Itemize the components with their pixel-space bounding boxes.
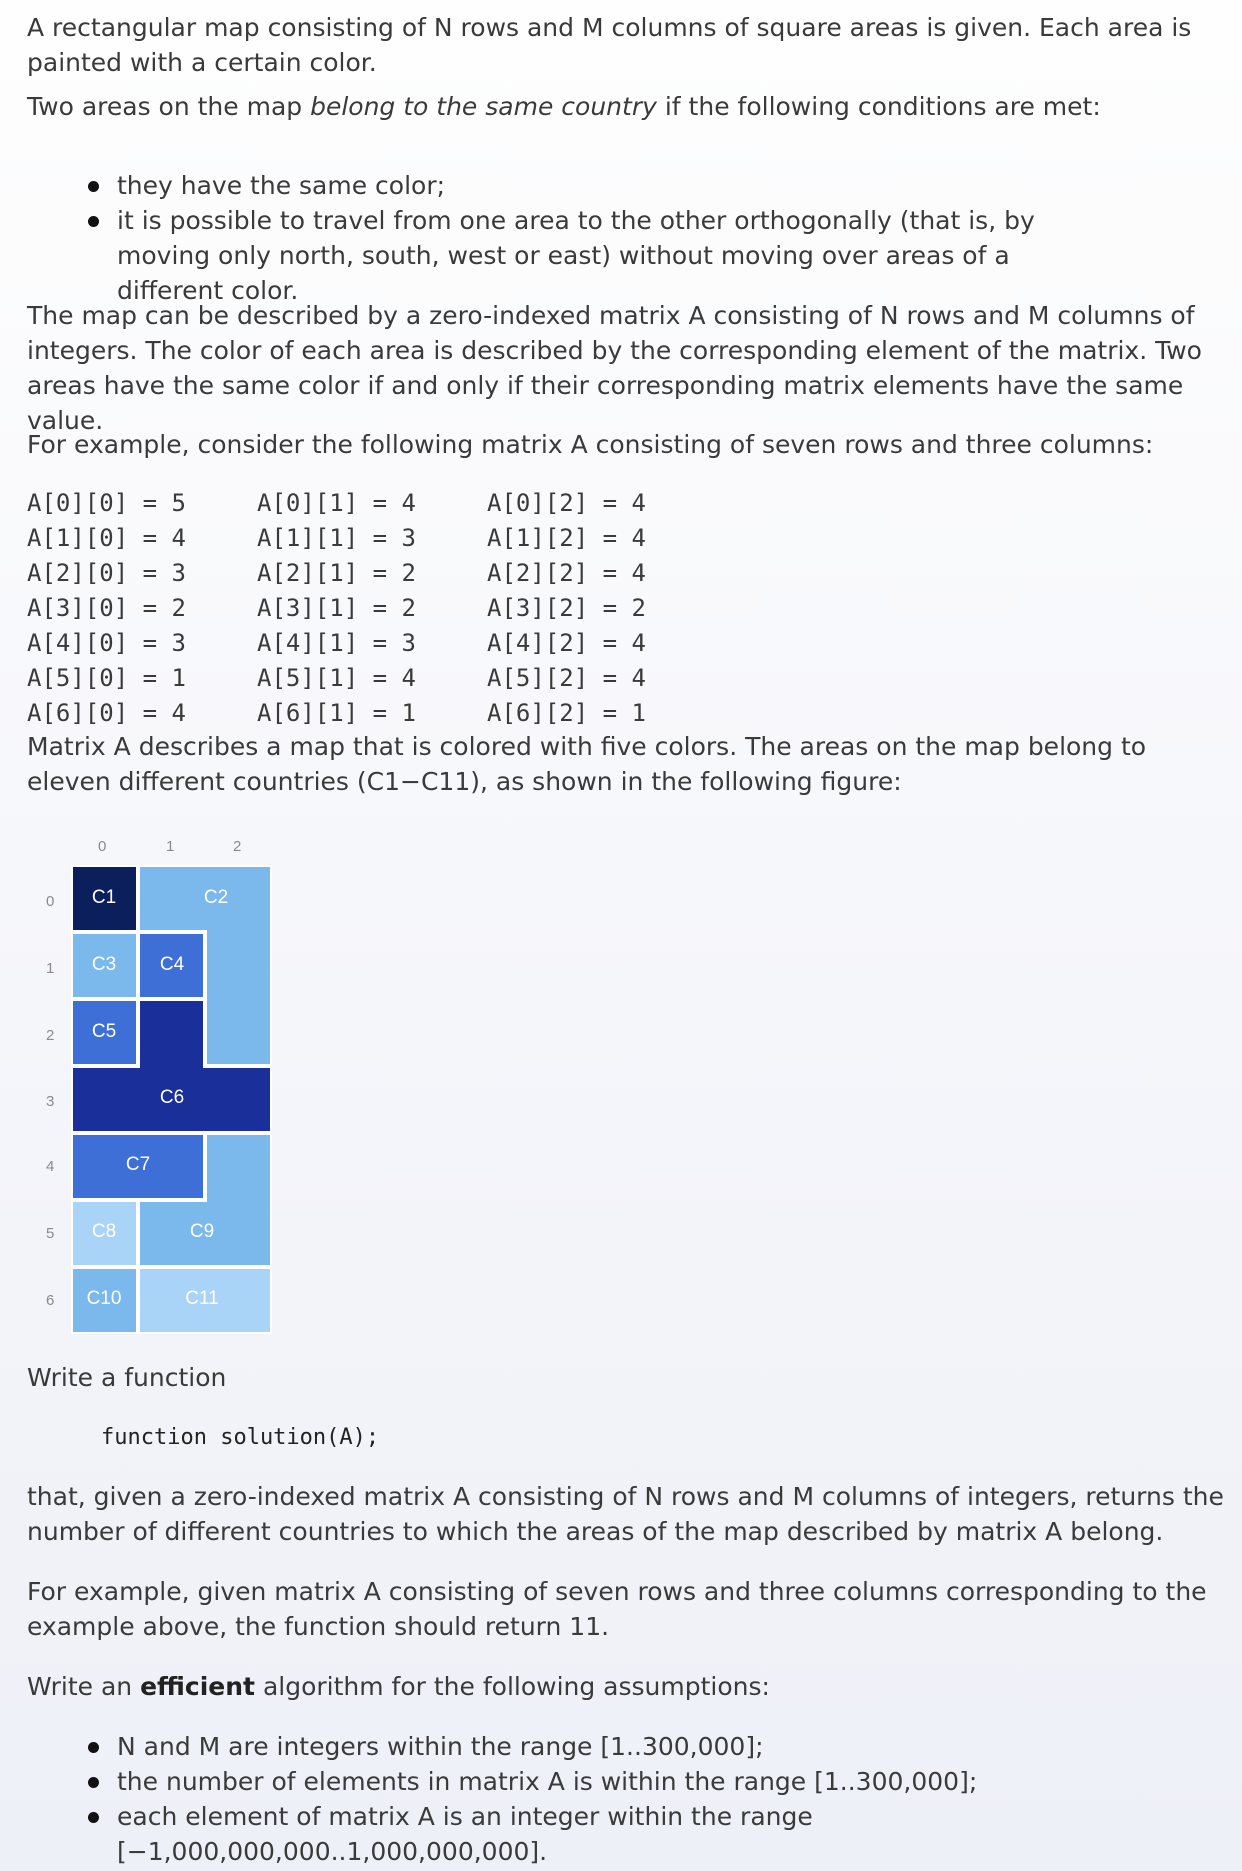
matrix-row: A[6][0] = 4 A[6][1] = 1 A[6][2] = 1 xyxy=(27,699,646,727)
column-label: 2 xyxy=(233,838,242,855)
return-description-paragraph: that, given a zero-indexed matrix A consisting of N rows and M columns of integers, returns the number of different countries to which the areas of the map described by matrix A belong. xyxy=(27,1482,1224,1546)
country-map-figure xyxy=(27,830,287,1340)
matrix-row: A[4][0] = 3 A[4][1] = 3 A[4][2] = 4 xyxy=(27,629,646,657)
row-label: 5 xyxy=(46,1225,55,1242)
conditions-list xyxy=(27,168,1217,308)
matrix-description-paragraph: The map can be described by a zero-indexed matrix A consisting of N rows and M columns of integers. The color of each area is described by the corresponding element of the matrix. Two areas have the same color if and only if their corresponding matrix elements have the same value. xyxy=(27,301,1202,435)
assumption-item: the number of elements in matrix A is within the range [1..300,000]; xyxy=(117,1764,1217,1799)
row-label: 6 xyxy=(46,1292,55,1309)
five-colors-paragraph: Matrix A describes a map that is colored with five colors. The areas on the map belong to eleven different countries (C1−C11), as shown in the following figure: xyxy=(27,732,1147,796)
write-function-paragraph: Write a function xyxy=(27,1363,227,1392)
map-cell xyxy=(205,932,272,1066)
country-label: C11 xyxy=(185,1288,219,1309)
row-label: 1 xyxy=(46,960,55,977)
matrix-row: A[3][0] = 2 A[3][1] = 2 A[3][2] = 2 xyxy=(27,594,646,622)
country-label: C1 xyxy=(91,887,117,908)
country-label: C7 xyxy=(125,1154,151,1175)
condition-item: they have the same color; xyxy=(117,168,1217,203)
same-country-emphasis: belong to the same country xyxy=(310,92,657,121)
condition-item: it is possible to travel from one area to the other orthogonally (that is, by moving only north, south, west or east) without moving over areas of a different color. xyxy=(117,203,1117,308)
assumptions-list xyxy=(27,1729,1217,1869)
c6-join xyxy=(140,1062,203,1070)
row-label: 0 xyxy=(46,893,55,910)
matrix-row: A[1][0] = 4 A[1][1] = 3 A[1][2] = 4 xyxy=(27,524,646,552)
country-label: C4 xyxy=(159,954,185,975)
country-label: C6 xyxy=(159,1087,185,1108)
assumption-item: each element of matrix A is an integer within the range [−1,000,000,000..1,000,000,000]. xyxy=(117,1799,817,1869)
country-label: C3 xyxy=(91,954,117,975)
example-result-paragraph: For example, given matrix A consisting of seven rows and three columns corresponding to the example above, the function should return 11. xyxy=(27,1577,1207,1641)
matrix-listing xyxy=(27,486,717,731)
function-signature: function solution(A); xyxy=(101,1425,380,1450)
assumption-item: N and M are integers within the range [1..300,000]; xyxy=(117,1729,1217,1764)
intro-paragraph: A rectangular map consisting of N rows and M columns of square areas is given. Each area is painted with a certain color. xyxy=(27,13,1192,77)
same-country-paragraph: Two areas on the map belong to the same country if the following conditions are met: xyxy=(27,92,1101,121)
matrix-row: A[0][0] = 5 A[0][1] = 4 A[0][2] = 4 xyxy=(27,489,646,517)
efficient-emphasis: efficient xyxy=(140,1672,255,1701)
row-label: 2 xyxy=(46,1027,55,1044)
row-label: 4 xyxy=(46,1158,55,1175)
country-label: C2 xyxy=(203,887,229,908)
country-label: C10 xyxy=(86,1288,122,1309)
country-label: C9 xyxy=(189,1221,215,1242)
column-label: 1 xyxy=(166,838,175,855)
row-label: 3 xyxy=(46,1093,55,1110)
country-label: C5 xyxy=(91,1021,117,1042)
map-cell xyxy=(138,999,205,1066)
column-label: 0 xyxy=(98,838,107,855)
c2-join xyxy=(207,928,270,936)
matrix-row: A[2][0] = 3 A[2][1] = 2 A[2][2] = 4 xyxy=(27,559,646,587)
map-cell xyxy=(205,1133,272,1267)
example-intro-paragraph: For example, consider the following matrix A consisting of seven rows and three columns: xyxy=(27,430,1154,459)
matrix-row: A[5][0] = 1 A[5][1] = 4 A[5][2] = 4 xyxy=(27,664,646,692)
country-label: C8 xyxy=(91,1221,117,1242)
assumptions-intro-paragraph: Write an efficient algorithm for the following assumptions: xyxy=(27,1672,770,1701)
